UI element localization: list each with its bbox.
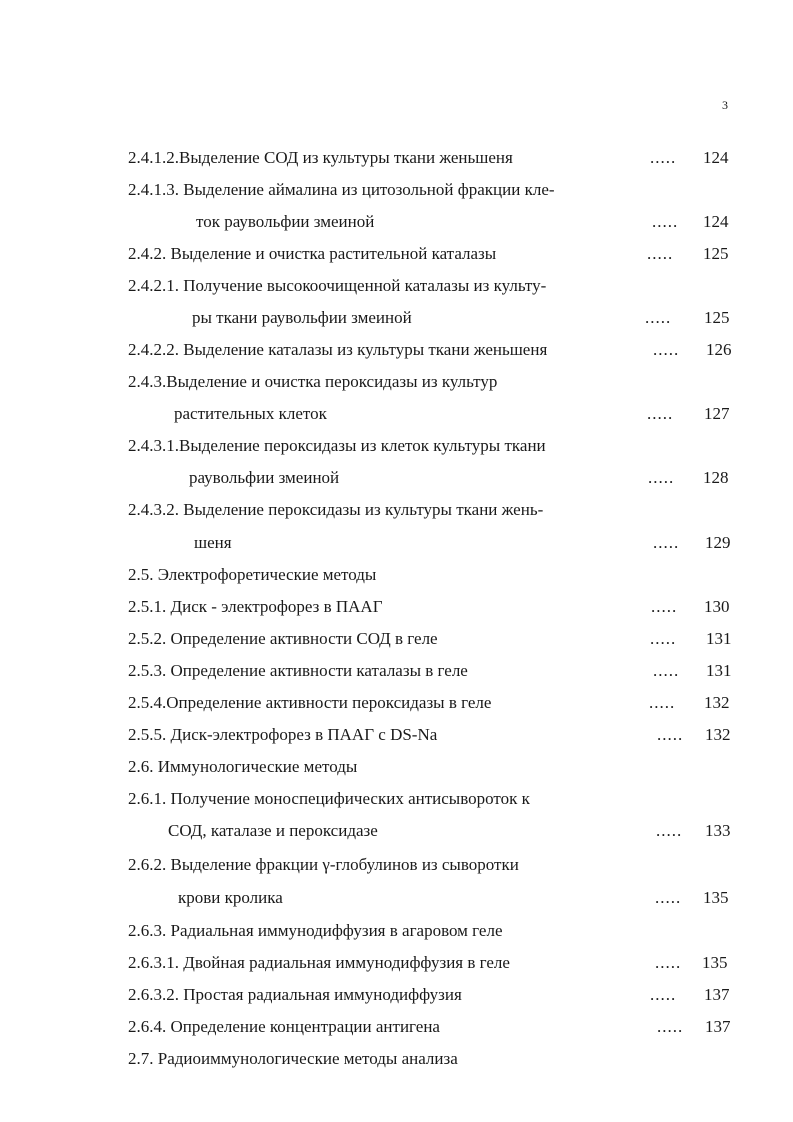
toc-entry-page: 137 <box>704 985 730 1004</box>
toc-entry-text: 2.5.1. Диск - электрофорез в ПААГ <box>128 597 383 616</box>
toc-entry-text: 2.4.1.2.Выделение СОД из культуры ткани женьшеня <box>128 148 513 167</box>
toc-entry-text: 2.6.3.1. Двойная радиальная иммунодиффузия в геле <box>128 953 510 972</box>
toc-entry-dots: ..... <box>647 244 674 263</box>
toc-entry-page: 124 <box>703 148 729 167</box>
toc-entry-text: 2.5. Электрофоретические методы <box>128 565 377 584</box>
toc-entry-text: крови кролика <box>178 888 283 907</box>
toc-entry-dots: ..... <box>650 148 677 167</box>
toc-entry-text: 2.6.3. Радиальная иммунодиффузия в агаровом геле <box>128 921 503 940</box>
toc-entry-text: 2.4.1.3. Выделение аймалина из цитозольной фракции кле- <box>128 180 555 199</box>
toc-entry-dots: ..... <box>657 1017 684 1036</box>
toc-entry-text: растительных клеток <box>174 404 327 423</box>
toc-entry-page: 135 <box>702 953 728 972</box>
toc-entry-dots: ..... <box>656 821 683 840</box>
toc-entry-text: 2.6.1. Получение моноспецифических антисывороток к <box>128 789 530 808</box>
toc-entry-page: 125 <box>703 244 729 263</box>
toc-entry-page: 137 <box>705 1017 731 1036</box>
toc-entry-text: СОД, каталазе и пероксидазе <box>168 821 378 840</box>
toc-entry-text: 2.5.5. Диск-электрофорез в ПААГ с DS-Na <box>128 725 438 744</box>
toc-entry-page: 124 <box>703 212 729 231</box>
toc-entry-page: 131 <box>706 629 732 648</box>
toc-entry-text: 2.4.2.1. Получение высокоочищенной каталазы из культу- <box>128 276 547 295</box>
toc-entry-text: 2.4.3.1.Выделение пероксидазы из клеток культуры ткани <box>128 436 546 455</box>
toc-entry-dots: ..... <box>645 308 672 327</box>
toc-entry-page: 129 <box>705 533 731 552</box>
toc-entry-text: 2.5.2. Определение активности СОД в геле <box>128 629 438 648</box>
toc-entry-text: 2.7. Радиоиммунологические методы анализа <box>128 1049 458 1068</box>
toc-entry-page: 130 <box>704 597 730 616</box>
toc-entry-page: 127 <box>704 404 730 423</box>
toc-entry-page: 135 <box>703 888 729 907</box>
toc-entry-text: 2.4.2.2. Выделение каталазы из культуры ткани женьшеня <box>128 340 548 359</box>
toc-entry-text: 2.6. Иммунологические методы <box>128 757 358 776</box>
toc-entry-page: 132 <box>705 725 731 744</box>
toc-entry-dots: ..... <box>657 725 684 744</box>
toc-entry-dots: ..... <box>653 533 680 552</box>
toc-entry-dots: ..... <box>655 888 682 907</box>
toc-entry-page: 128 <box>703 468 729 487</box>
toc-entry-text: 2.5.3. Определение активности каталазы в геле <box>128 661 468 680</box>
toc-entry-dots: ..... <box>655 953 682 972</box>
toc-entry-text: 2.6.3.2. Простая радиальная иммунодиффузия <box>128 985 462 1004</box>
toc-entry-text: ры ткани раувольфии змеиной <box>192 308 412 327</box>
toc-entry-dots: ..... <box>647 404 674 423</box>
toc-entry-page: 126 <box>706 340 732 359</box>
toc-entry-text: 2.6.2. Выделение фракции γ-глобулинов из сыворотки <box>128 855 519 874</box>
toc-entry-page: 125 <box>704 308 730 327</box>
toc-entry-page: 131 <box>706 661 732 680</box>
toc-entry-dots: ..... <box>653 340 680 359</box>
toc-entry-page: 132 <box>704 693 730 712</box>
toc-entry-text: 2.5.4.Определение активности пероксидазы в геле <box>128 693 492 712</box>
toc-entry-page: 133 <box>705 821 731 840</box>
toc-entry-dots: ..... <box>648 468 675 487</box>
toc-entry-text: 2.6.4. Определение концентрации антигена <box>128 1017 440 1036</box>
toc-entry-dots: ..... <box>650 985 677 1004</box>
toc-entry-dots: ..... <box>652 212 679 231</box>
toc-entry-text: 2.4.3.Выделение и очистка пероксидазы из культур <box>128 372 498 391</box>
toc-entry-text: шеня <box>194 533 232 552</box>
page-number: 3 <box>722 98 728 112</box>
toc-entry-dots: ..... <box>651 597 678 616</box>
toc-entry-text: 2.4.2. Выделение и очистка растительной каталазы <box>128 244 497 263</box>
toc-entry-text: ток раувольфии змеиной <box>196 212 375 231</box>
toc-entry-text: 2.4.3.2. Выделение пероксидазы из культуры ткани жень- <box>128 500 544 519</box>
toc-entry-dots: ..... <box>649 693 676 712</box>
toc-entry-text: раувольфии змеиной <box>189 468 340 487</box>
toc-entry-dots: ..... <box>650 629 677 648</box>
toc-entry-dots: ..... <box>653 661 680 680</box>
